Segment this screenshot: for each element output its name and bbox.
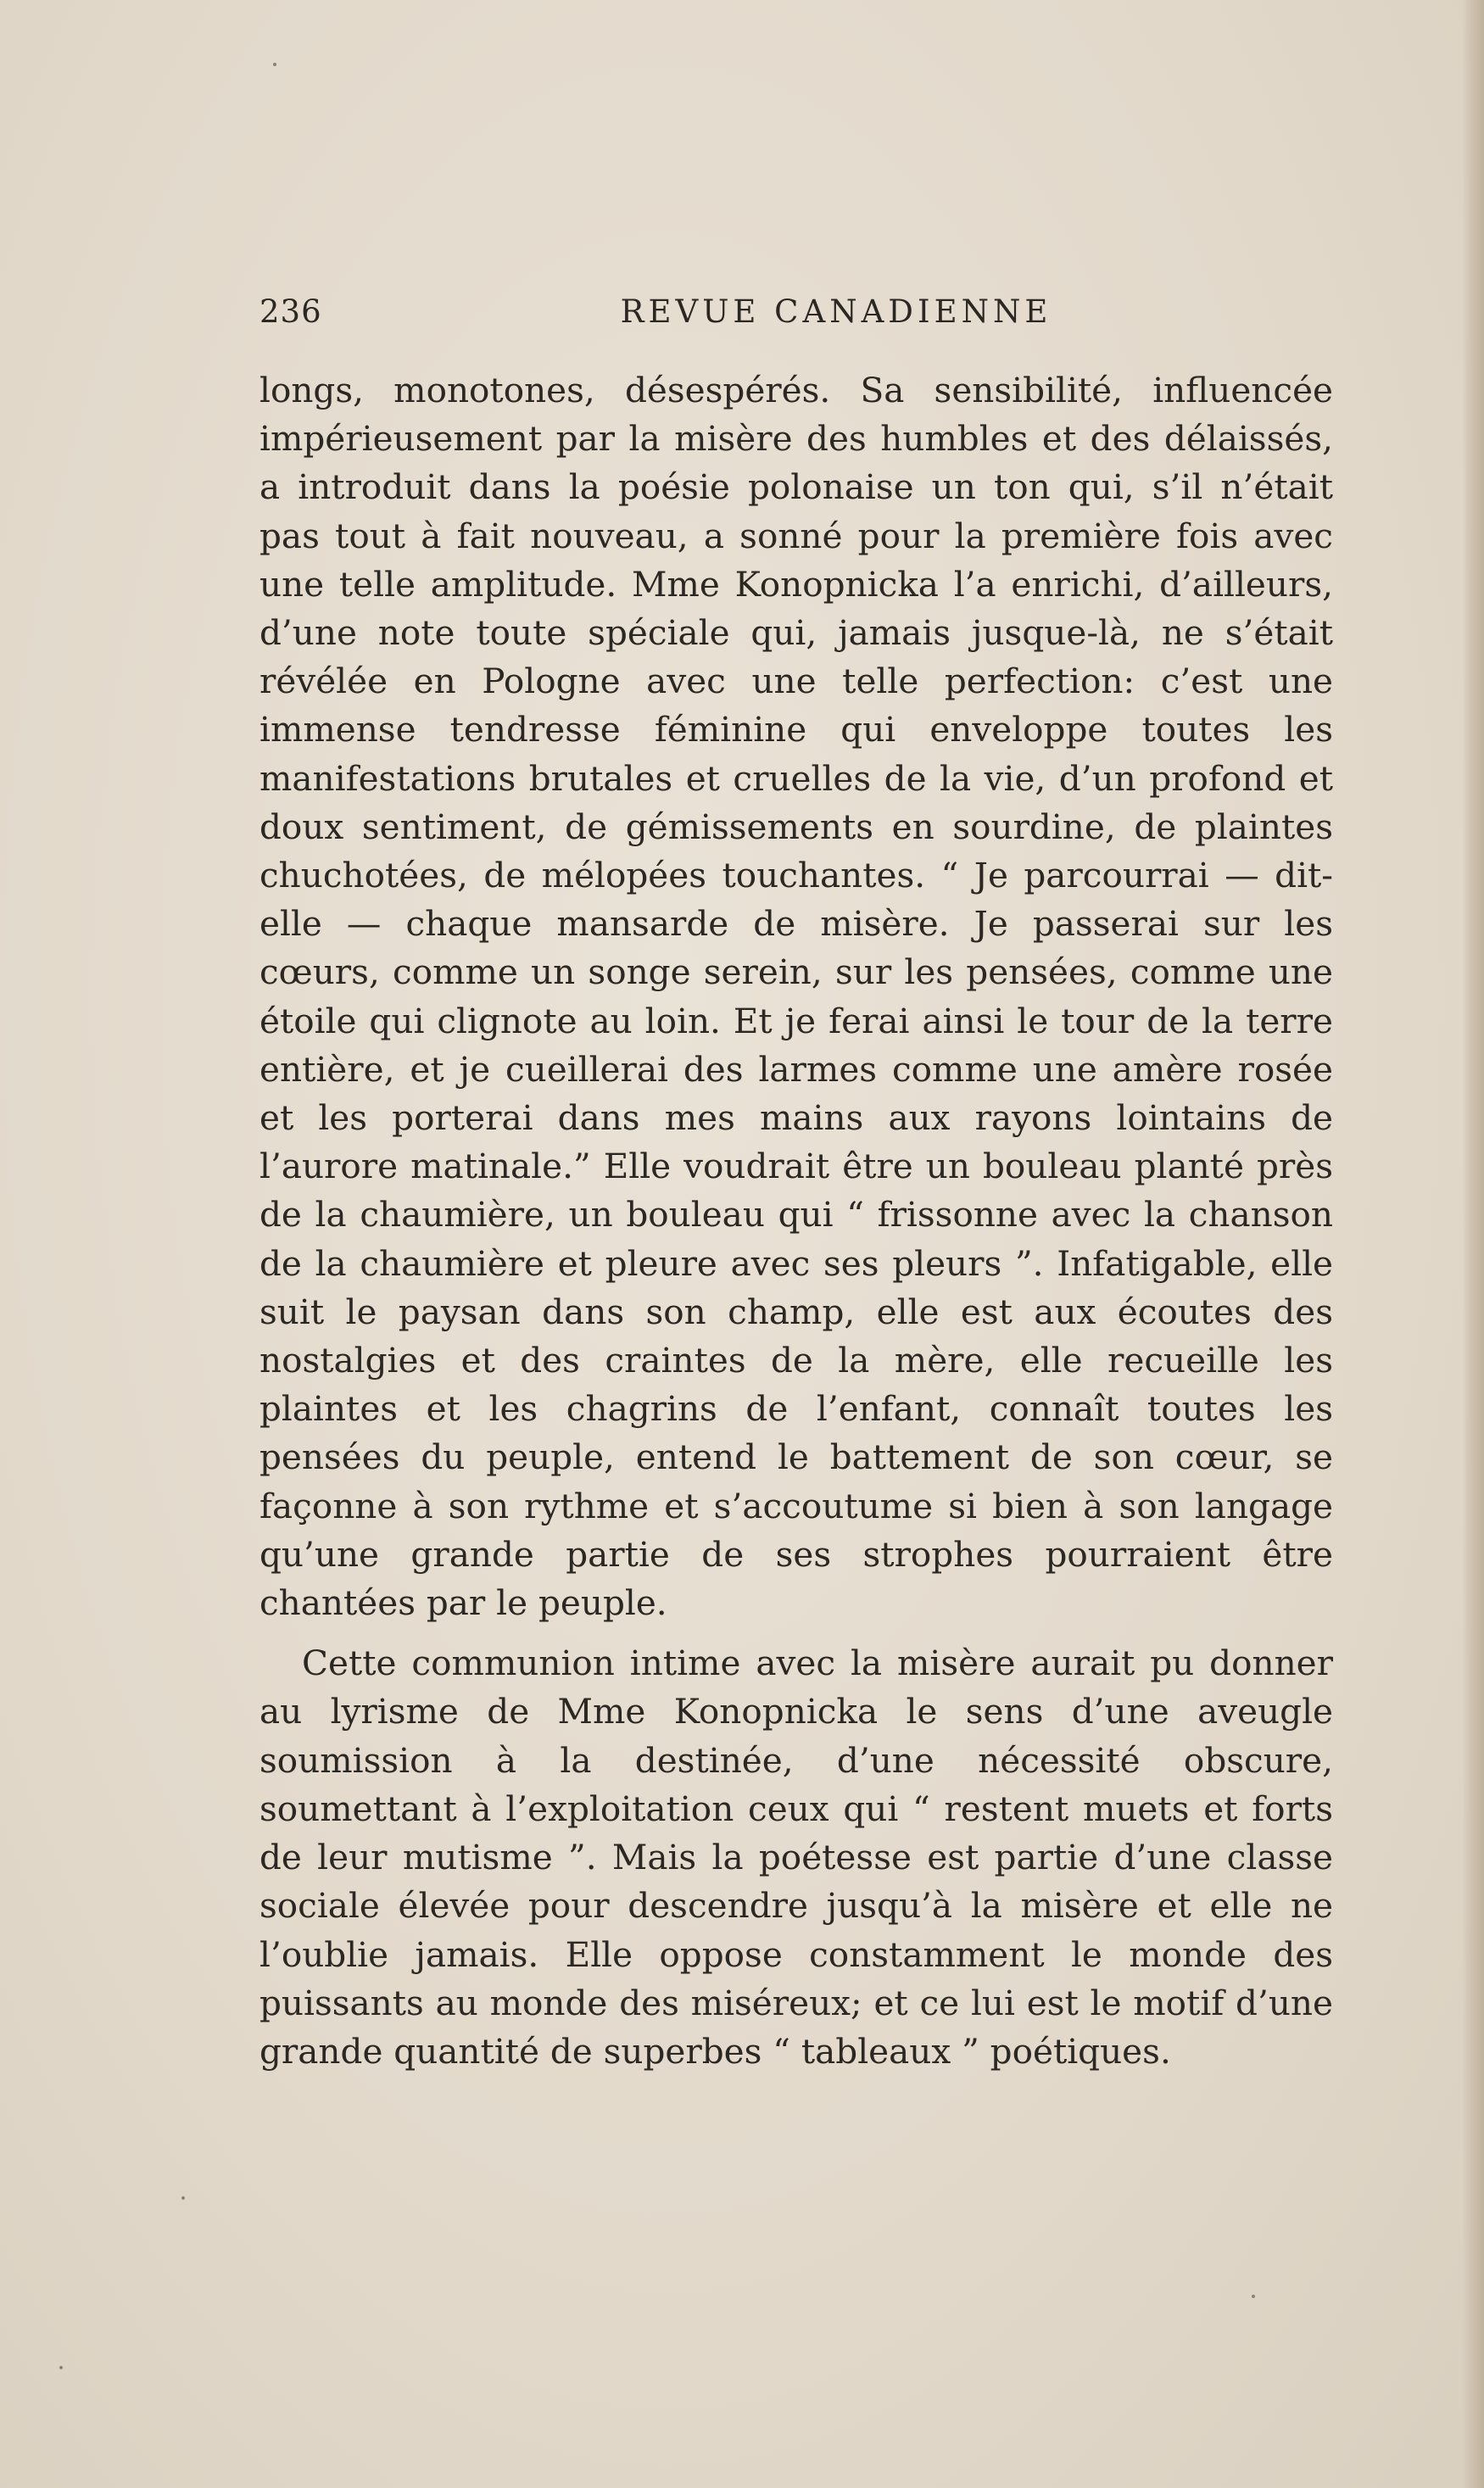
paper-speck <box>273 63 276 66</box>
paragraph: longs, monotones, désespérés. Sa sensibilité, influencée impérieusement par la misère des humbles et des délaissés, a introduit dans la poésie polonaise un ton qui, s’il n’était pas tout à fait nouveau, a sonné pour la première fois avec une telle amplitude. Mme Konopnicka l’a enrichi, d’ailleurs, d’une note toute spéciale qui, jamais jusque-là, ne s’était révélée en Pologne avec une telle perfection: c’est une immense tendresse féminine qui enveloppe toutes les manifestations brutales et cruelles de la vie, d’un profond et doux sentiment, de gémissements en sourdine, de plaintes chuchotées, de mélopées touchantes. “ Je parcourrai — dit-elle — chaque mansarde de misère. Je passerai sur les cœurs, comme un songe serein, sur les pensées, comme une étoile qui clignote au loin. Et je ferai ainsi le tour de la terre entière, et je cueillerai des larmes comme une amère rosée et les porterai dans mes mains aux rayons lointains de l’aurore matinale.” Elle voudrait être un bouleau planté près de la chaumière, un bouleau qui “ frissonne avec la chanson de la chaumière et pleure avec ses pleurs ”. Infatigable, elle suit le paysan dans son champ, elle est aux écoutes des nostalgies et des craintes de la mère, elle recueille les plaintes et les chagrins de l’enfant, connaît toutes les pensées du peuple, entend le battement de son cœur, se façonne à son rythme et s’accoutume si bien à son langage qu’une grande partie de ses strophes pourraient être chantées par le peuple. <box>259 370 1333 1624</box>
paper-speck <box>59 2366 63 2369</box>
running-title: REVUE CANADIENNE <box>620 293 1052 330</box>
paper-speck <box>181 2196 185 2200</box>
paper-speck <box>1252 2295 1255 2298</box>
paragraph: Cette communion intime avec la misère aurait pu donner au lyrisme de Mme Konopnicka le sens d’une aveugle soumission à la destinée, d’une nécessité obscure, soumettant à l’exploitation ceux qui “ restent muets et forts de leur mutisme ”. Mais la poétesse est partie d’une classe sociale élevée pour descendre jusqu’à la misère et elle ne l’oublie jamais. Elle oppose constamment le monde des puissants au monde des miséreux; et ce lui est le motif d’une grande quantité de superbes “ tableaux ” poétiques. <box>259 1643 1333 2072</box>
page-edge-shadow <box>1462 0 1484 2488</box>
page-header <box>259 293 1353 336</box>
body-text <box>259 366 1333 2076</box>
page-number: 236 <box>259 293 322 330</box>
